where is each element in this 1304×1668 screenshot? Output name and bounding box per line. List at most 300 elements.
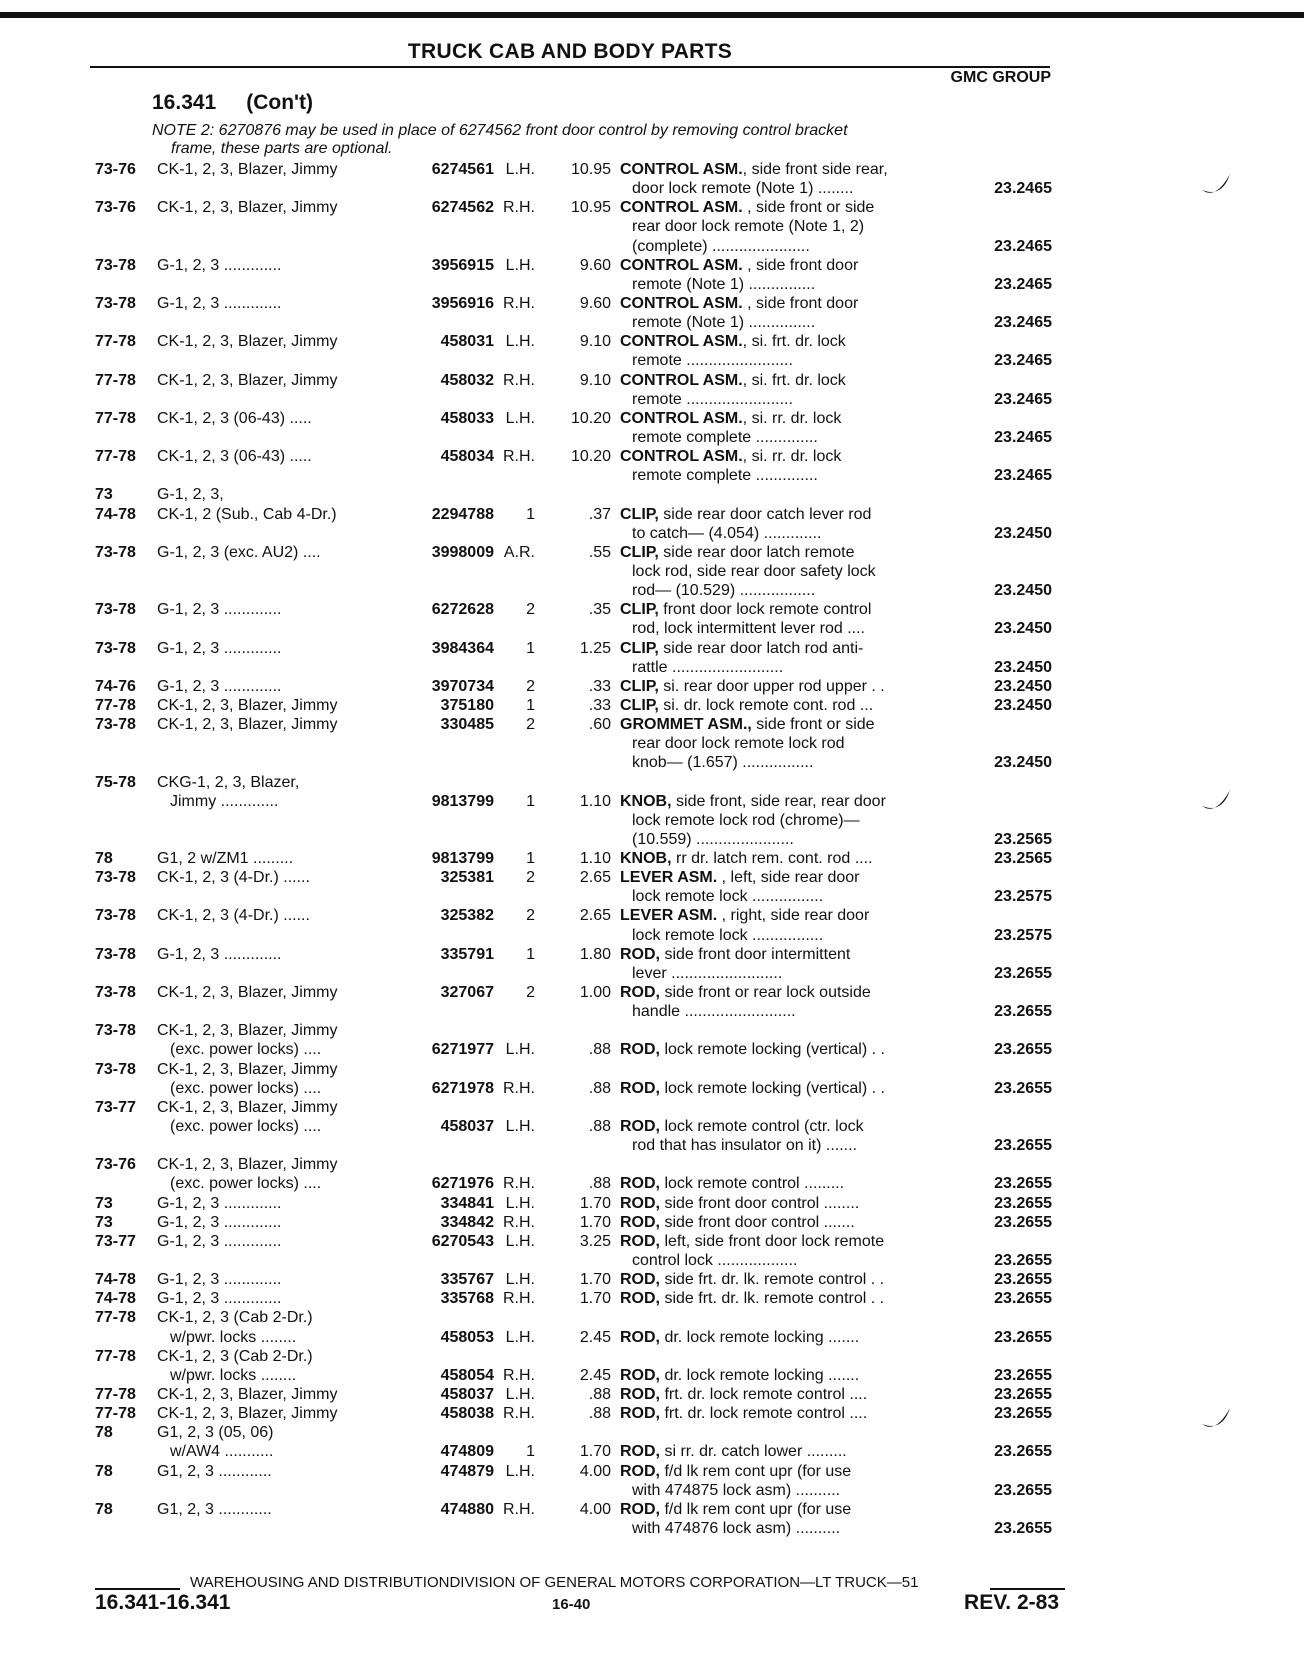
part-entry <box>0 1060 1304 1098</box>
part-entry <box>0 868 1304 906</box>
model: G-1, 2, 3, <box>157 486 224 504</box>
model: CK-1, 2 (Sub., Cab 4-Dr.) <box>157 505 337 523</box>
part-entry <box>0 256 1304 294</box>
part-description-text: remote ........................ <box>632 352 793 370</box>
part-description-text: , side front or side <box>742 199 875 217</box>
part-number: 3998009 <box>431 543 494 561</box>
part-name: ROD, <box>620 1386 660 1403</box>
price: 9.10 <box>579 371 611 389</box>
group-code: 23.2450 <box>994 582 1052 600</box>
group-code: 23.2655 <box>994 1079 1052 1097</box>
binder-punch-mark <box>1196 1402 1236 1442</box>
model: G1, 2, 3 (05, 06) <box>157 1424 274 1442</box>
part-description-text: side front, side rear, rear door <box>671 792 886 810</box>
part-description <box>620 1366 859 1385</box>
part-description <box>632 1481 840 1500</box>
part-description-text: rr dr. latch rem. cont. rod .... <box>671 850 873 868</box>
part-entry-line <box>0 1462 1304 1481</box>
part-number: 458037 <box>440 1118 494 1136</box>
part-name: CONTROL ASM. <box>620 409 743 427</box>
part-entry <box>0 371 1304 409</box>
part-entry <box>0 1347 1304 1385</box>
group-code: 23.2465 <box>994 352 1052 370</box>
part-description-text: lock remote control ......... <box>660 1175 845 1193</box>
part-description-text: rear door lock remote (Note 1, 2) <box>632 218 865 236</box>
part-description-text: rod— (10.529) ................. <box>632 582 816 600</box>
part-entry-line <box>0 256 1304 275</box>
group-code: 23.2655 <box>994 1290 1052 1308</box>
part-entry-line <box>0 658 1304 677</box>
part-number: 458033 <box>440 409 494 427</box>
model: CK-1, 2, 3, Blazer, Jimmy <box>157 1060 338 1078</box>
model-year: 77-78 <box>95 409 136 427</box>
model: G-1, 2, 3 ............. <box>157 294 282 312</box>
part-entry-line <box>0 1385 1304 1404</box>
part-entry <box>0 1194 1304 1213</box>
part-entry-line <box>0 773 1304 792</box>
part-number: 9813799 <box>431 850 494 868</box>
part-name: CLIP, <box>620 696 659 714</box>
model-year: 74-78 <box>95 1290 136 1308</box>
part-entry <box>0 198 1304 255</box>
price: 4.00 <box>579 1462 611 1480</box>
part-description-text: , si. rr. dr. lock <box>742 448 842 466</box>
part-description-text: dr. lock remote locking ....... <box>660 1328 860 1346</box>
quantity: 2 <box>526 677 535 695</box>
part-description-text: , si. frt. dr. lock <box>742 371 846 389</box>
group-code: 23.2450 <box>994 658 1052 676</box>
side: L.H. <box>505 1462 535 1480</box>
part-number: 3956916 <box>431 294 494 312</box>
price: .88 <box>588 1405 611 1423</box>
part-entry-line <box>0 1423 1304 1442</box>
binder-punch-mark <box>1196 168 1236 208</box>
part-number: 3984364 <box>431 639 494 657</box>
group-code: 23.2450 <box>994 677 1052 695</box>
price: 9.60 <box>579 294 611 312</box>
part-description <box>620 1040 885 1059</box>
part-description-text: remote (Note 1) ............... <box>632 275 816 293</box>
part-description-text: remote complete .............. <box>632 428 818 446</box>
part-description-text: side front door control ....... <box>660 1213 855 1231</box>
model-year: 77-78 <box>95 1386 136 1403</box>
model: CK-1, 2, 3, Blazer, Jimmy <box>157 1405 338 1423</box>
part-description-text: dr. lock remote locking ....... <box>660 1366 860 1384</box>
part-description <box>620 1270 884 1289</box>
part-number: 325381 <box>440 869 494 887</box>
side: R.H. <box>503 1405 535 1423</box>
part-entry-line <box>0 1098 1304 1117</box>
part-description-text: side rear door latch remote <box>658 543 855 561</box>
part-description <box>620 677 885 696</box>
part-description-text: remote (Note 1) ............... <box>632 314 816 332</box>
part-description <box>620 1117 864 1136</box>
part-description-text: side frt. dr. lk. remote control . . <box>660 1290 885 1308</box>
part-entry-line <box>0 600 1304 619</box>
part-entry <box>0 1021 1304 1059</box>
group-code: 23.2655 <box>994 964 1052 982</box>
model-year: 77-78 <box>95 1405 136 1423</box>
model: G-1, 2, 3 ............. <box>157 677 282 695</box>
price: 10.20 <box>570 448 611 466</box>
quantity: 1 <box>526 505 535 523</box>
part-entry-line <box>0 217 1304 236</box>
group-label: GMC GROUP <box>950 69 1051 86</box>
price: .88 <box>588 1175 611 1193</box>
model: CK-1, 2, 3, Blazer, Jimmy <box>157 333 338 351</box>
part-entry-line <box>0 1002 1304 1021</box>
model-year: 73-78 <box>95 716 136 734</box>
group-code: 23.2450 <box>994 620 1052 638</box>
quantity: 1 <box>526 1443 535 1461</box>
part-name: CONTROL ASM. <box>620 333 743 351</box>
model: CKG-1, 2, 3, Blazer, <box>157 773 300 791</box>
part-entry <box>0 1098 1304 1155</box>
model-year: 74-76 <box>95 677 136 695</box>
part-entry <box>0 1213 1304 1232</box>
model-year: 73-78 <box>95 639 136 657</box>
part-description <box>620 447 841 466</box>
part-entry-line <box>0 887 1304 906</box>
part-entry-line <box>0 1174 1304 1193</box>
part-entry-line <box>0 1251 1304 1270</box>
group-code: 23.2655 <box>994 1252 1052 1270</box>
group-code: 23.2655 <box>994 1366 1052 1384</box>
model-year: 73-78 <box>95 1022 136 1040</box>
model: CK-1, 2, 3, Blazer, Jimmy <box>157 1022 338 1040</box>
part-description-text: side front or rear lock outside <box>660 984 871 1002</box>
part-description-text: frt. dr. lock remote control .... <box>660 1405 868 1423</box>
part-description <box>620 945 850 964</box>
part-entry <box>0 600 1304 638</box>
part-description <box>620 983 871 1002</box>
part-entry-line <box>0 1079 1304 1098</box>
model: G-1, 2, 3 ............. <box>157 1213 282 1231</box>
part-entry-line <box>0 1308 1304 1327</box>
part-entry <box>0 639 1304 677</box>
part-description <box>620 1500 851 1519</box>
quantity: 2 <box>526 601 535 619</box>
part-number: 474880 <box>440 1500 494 1518</box>
model-year: 78 <box>95 850 113 868</box>
part-name: KNOB, <box>620 792 672 810</box>
part-description <box>620 1174 844 1193</box>
part-number: 330485 <box>440 716 494 734</box>
part-entry-line <box>0 543 1304 562</box>
part-description <box>632 964 782 983</box>
note-line-2: frame, these parts are optional. <box>171 140 393 157</box>
price: 1.70 <box>579 1213 611 1231</box>
part-description <box>620 1213 855 1232</box>
part-entry <box>0 1308 1304 1346</box>
part-number: 458031 <box>440 333 494 351</box>
group-code: 23.2465 <box>994 428 1052 446</box>
model-continued: (exc. power locks) .... <box>170 1041 322 1059</box>
price: 1.70 <box>579 1290 611 1308</box>
model: CK-1, 2, 3, Blazer, Jimmy <box>157 371 338 389</box>
part-description <box>632 179 853 198</box>
part-description-text: , right, side rear door <box>717 907 870 925</box>
part-description <box>620 600 871 619</box>
part-description-text: with 474875 lock asm) .......... <box>632 1481 841 1499</box>
price: 10.95 <box>570 199 611 217</box>
part-description <box>632 753 813 772</box>
part-description-text: remote complete .............. <box>632 467 818 485</box>
side: R.H. <box>503 1213 535 1231</box>
part-number: 335767 <box>440 1271 494 1289</box>
part-entry <box>0 677 1304 696</box>
parts-list <box>0 160 1304 1538</box>
part-entry-line <box>0 237 1304 256</box>
part-description <box>632 217 864 236</box>
part-description <box>632 581 815 600</box>
part-description <box>620 332 846 351</box>
part-description <box>632 926 823 945</box>
part-number: 334842 <box>440 1213 494 1231</box>
part-entry-line <box>0 294 1304 313</box>
footer-revision: REV. 2-83 <box>964 1591 1059 1614</box>
part-description-text: lock remote lock rod (chrome)— <box>632 811 860 829</box>
part-name: ROD, <box>620 984 660 1002</box>
model-year: 77-78 <box>95 333 136 351</box>
model: CK-1, 2, 3 (06-43) ..... <box>157 409 312 427</box>
part-entry-line <box>0 409 1304 428</box>
model: CK-1, 2, 3 (4-Dr.) ...... <box>157 907 310 925</box>
part-entry-line <box>0 1060 1304 1079</box>
price: .88 <box>588 1041 611 1059</box>
part-entry-line <box>0 1442 1304 1461</box>
side: L.H. <box>505 1194 535 1212</box>
part-description-text: , side front door <box>742 256 859 274</box>
part-description-text: si. dr. lock remote cont. rod ... <box>658 696 874 714</box>
model-year: 73-78 <box>95 294 136 312</box>
part-number: 6274561 <box>431 161 494 178</box>
part-entry <box>0 485 1304 542</box>
part-description-text: , left, side rear door <box>717 869 860 887</box>
group-code: 23.2465 <box>994 180 1052 198</box>
model-year: 78 <box>95 1500 113 1518</box>
part-description-text: side rear door catch lever rod <box>658 505 872 523</box>
part-description <box>620 1328 859 1347</box>
model-continued: (exc. power locks) .... <box>170 1118 322 1136</box>
part-description <box>620 371 846 390</box>
part-description-text: lock remote lock ................ <box>632 888 824 906</box>
part-entry-line <box>0 1404 1304 1423</box>
part-entry-line <box>0 332 1304 351</box>
model-year: 73-78 <box>95 869 136 887</box>
part-entry <box>0 1289 1304 1308</box>
part-entry-line <box>0 849 1304 868</box>
part-description-text: lock remote locking (vertical) . . <box>660 1079 885 1097</box>
part-description <box>632 562 876 581</box>
side: L.H. <box>505 256 535 274</box>
model: G-1, 2, 3 ............. <box>157 256 282 274</box>
part-entry <box>0 160 1304 198</box>
model: CK-1, 2, 3, Blazer, Jimmy <box>157 696 338 714</box>
price: 9.10 <box>579 333 611 351</box>
model-year: 73-77 <box>95 1098 136 1116</box>
part-description-text: rod, lock intermittent lever rod .... <box>632 620 865 638</box>
model-year: 74-78 <box>95 505 136 523</box>
part-description-text: handle ......................... <box>632 1003 796 1021</box>
part-description <box>620 160 888 179</box>
quantity: 1 <box>526 639 535 657</box>
model: CK-1, 2, 3, Blazer, Jimmy <box>157 161 338 178</box>
part-name: CONTROL ASM. <box>620 161 743 178</box>
price: .55 <box>588 543 611 561</box>
part-description-text: rod that has insulator on it) ....... <box>632 1137 857 1155</box>
model-year: 77-78 <box>95 1347 136 1365</box>
part-name: CONTROL ASM. <box>620 371 743 389</box>
part-entry-line <box>0 696 1304 715</box>
price: .35 <box>588 601 611 619</box>
part-description-text: left, side front door lock remote <box>660 1232 885 1250</box>
group-code: 23.2575 <box>994 926 1052 944</box>
part-number: 474809 <box>440 1443 494 1461</box>
quantity: 1 <box>526 945 535 963</box>
group-code: 23.2450 <box>994 524 1052 542</box>
part-entry <box>0 543 1304 600</box>
part-entry <box>0 945 1304 983</box>
group-code: 23.2655 <box>994 1328 1052 1346</box>
part-entry <box>0 773 1304 850</box>
part-entry-line <box>0 160 1304 179</box>
side: R.H. <box>503 448 535 466</box>
model: CK-1, 2, 3, Blazer, Jimmy <box>157 1386 338 1403</box>
part-entry-line <box>0 179 1304 198</box>
part-description <box>632 524 821 543</box>
part-number: 458054 <box>440 1366 494 1384</box>
side: L.H. <box>505 333 535 351</box>
part-description-text: rattle ......................... <box>632 658 784 676</box>
group-code: 23.2465 <box>994 237 1052 255</box>
model-continued: Jimmy ............. <box>170 792 279 810</box>
part-description-text: side rear door latch rod anti- <box>658 639 864 657</box>
part-name: CONTROL ASM. <box>620 256 743 274</box>
model: G1, 2, 3 ............ <box>157 1462 272 1480</box>
quantity: 2 <box>526 716 535 734</box>
part-description <box>620 1232 884 1251</box>
model-year: 73 <box>95 1194 113 1212</box>
part-description <box>632 1136 857 1155</box>
part-entry-line <box>0 1040 1304 1059</box>
price: 2.65 <box>579 869 611 887</box>
model-year: 73-76 <box>95 199 136 217</box>
price: 2.65 <box>579 907 611 925</box>
part-name: ROD, <box>620 1175 660 1193</box>
part-description-text: f/d lk rem cont upr (for use <box>660 1462 852 1480</box>
price: 1.10 <box>579 850 611 868</box>
side: R.H. <box>503 1079 535 1097</box>
part-entry-line <box>0 1481 1304 1500</box>
part-entry-line <box>0 562 1304 581</box>
part-description <box>620 294 858 313</box>
quantity: 1 <box>526 792 535 810</box>
part-entry-line <box>0 945 1304 964</box>
part-entry-line <box>0 926 1304 945</box>
model: CK-1, 2, 3 (Cab 2-Dr.) <box>157 1347 313 1365</box>
side: L.H. <box>505 161 535 178</box>
part-number: 9813799 <box>431 792 494 810</box>
model-year: 73-78 <box>95 601 136 619</box>
part-entry-line <box>0 868 1304 887</box>
part-description <box>632 428 818 447</box>
part-description <box>620 409 841 428</box>
part-number: 458037 <box>440 1386 494 1403</box>
part-entry <box>0 447 1304 485</box>
part-description-text: with 474876 lock asm) .......... <box>632 1519 841 1537</box>
model-year: 73 <box>95 486 113 504</box>
group-code: 23.2450 <box>994 696 1052 714</box>
title-rule <box>90 66 1050 68</box>
part-description <box>620 792 886 811</box>
footer-section-range: 16.341-16.341 <box>95 1591 231 1614</box>
part-number: 327067 <box>440 984 494 1002</box>
part-entry <box>0 1232 1304 1270</box>
model-year: 73-78 <box>95 1060 136 1078</box>
side: R.H. <box>503 1366 535 1384</box>
part-description <box>632 1002 796 1021</box>
part-description <box>632 734 845 753</box>
part-entry-line <box>0 619 1304 638</box>
model-year: 73-78 <box>95 543 136 561</box>
part-name: ROD, <box>620 1462 660 1480</box>
part-entry-line <box>0 715 1304 734</box>
model-continued: w/pwr. locks ........ <box>170 1366 297 1384</box>
part-description <box>632 237 810 256</box>
part-name: CONTROL ASM. <box>620 199 743 217</box>
part-entry <box>0 849 1304 868</box>
side: A.R. <box>503 543 535 561</box>
model: CK-1, 2, 3, Blazer, Jimmy <box>157 1156 338 1174</box>
part-name: ROD, <box>620 1194 660 1212</box>
model-year: 77-78 <box>95 696 136 714</box>
model-continued: w/pwr. locks ........ <box>170 1328 297 1346</box>
part-description-text: f/d lk rem cont upr (for use <box>660 1500 852 1518</box>
model: CK-1, 2, 3 (4-Dr.) ...... <box>157 869 310 887</box>
part-number: 6270543 <box>431 1232 494 1250</box>
part-entry-line <box>0 1328 1304 1347</box>
model: G1, 2, 3 ............ <box>157 1500 272 1518</box>
price: .60 <box>588 716 611 734</box>
part-description-text: knob— (1.657) ................ <box>632 754 814 772</box>
part-description-text: side front door intermittent <box>660 945 851 963</box>
top-rule <box>0 12 1304 18</box>
model: G-1, 2, 3 ............. <box>157 601 282 619</box>
part-name: ROD, <box>620 1328 660 1346</box>
part-entry-line <box>0 1155 1304 1174</box>
model: G1, 2 w/ZM1 ......... <box>157 850 294 868</box>
part-description <box>620 543 854 562</box>
part-entry <box>0 906 1304 944</box>
part-description <box>620 1404 867 1423</box>
part-entry <box>0 294 1304 332</box>
side: L.H. <box>505 1232 535 1250</box>
part-name: CLIP, <box>620 677 659 695</box>
group-code: 23.2655 <box>994 1481 1052 1499</box>
part-number: 6272628 <box>431 601 494 619</box>
part-entry-line <box>0 906 1304 925</box>
part-entry-line <box>0 1213 1304 1232</box>
model: G-1, 2, 3 ............. <box>157 1290 282 1308</box>
part-description-text: , side front side rear, <box>742 161 888 178</box>
part-number: 6271976 <box>431 1175 494 1193</box>
part-entry <box>0 715 1304 772</box>
part-description <box>620 256 858 275</box>
note-line-1: NOTE 2: 6270876 may be used in place of 6274562 front door control by removing control bracket <box>152 122 848 139</box>
part-description <box>632 811 860 830</box>
part-entry-line <box>0 1194 1304 1213</box>
